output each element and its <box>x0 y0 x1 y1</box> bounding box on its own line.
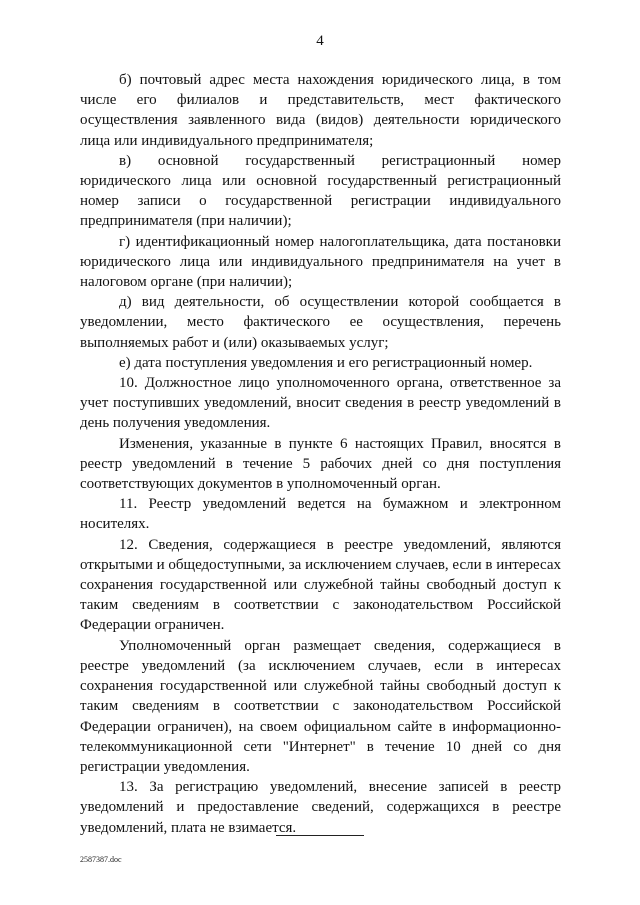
page-number: 4 <box>316 33 324 49</box>
paragraph-g-taxpayer-id: г) идентификационный номер налогоплательщика, дата постановки юридического лица или индивидуального предпринимателя на учет в налоговом органе (при наличии); <box>80 233 561 291</box>
paragraph-12-public-info: 12. Сведения, содержащиеся в реестре уведомлений, являются открытыми и общедоступными, за исключением случаев, если в интересах сохранения государственной или служебной тайны свободный доступ к таким сведениям в соответствии с законодательством Российской Федерации ограничен. <box>80 536 561 634</box>
paragraph-e-receipt-date: е) дата поступления уведомления и его регистрационный номер. <box>119 354 533 371</box>
paragraph-b-postal-address: б) почтовый адрес места нахождения юридического лица, в том числе его филиалов и представительств, мест фактического осуществления заявленного вида (видов) деятельности юридического лица или индивидуального предпринимателя; <box>80 72 561 149</box>
document-body <box>80 70 561 838</box>
paragraph-v-registration-number: в) основной государственный регистрационный номер юридического лица или основной государственный регистрационный номер записи о государственной регистрации индивидуального предпринимателя (при наличии); <box>80 152 561 230</box>
paragraph-10-official: 10. Должностное лицо уполномоченного органа, ответственное за учет поступивших уведомлений, вносит сведения в реестр уведомлений в день получения уведомления. <box>80 375 561 432</box>
paragraph-changes: Изменения, указанные в пункте 6 настоящих Правил, вносятся в реестр уведомлений в течение 5 рабочих дней со дня поступления соответствующих документов в уполномоченный орган. <box>80 435 561 493</box>
paragraph-authorized-body-publishes: Уполномоченный орган размещает сведения, содержащиеся в реестре уведомлений (за исключением случаев, если в интересах сохранения государственной или служебной тайны свободный доступ к таким сведениям в соответствии с законодательством Российской Федерации ограничен), на своем официальном сайте в информационно-телекоммуникационной сети "Интернет" в течение 10 дней со дня регистрации уведомления. <box>80 637 561 775</box>
end-divider <box>276 835 364 836</box>
footer-filename: 2587387.doc <box>80 855 122 864</box>
paragraph-11-registry: 11. Реестр уведомлений ведется на бумажном и электронном носителях. <box>80 496 561 533</box>
paragraph-13-no-fee: 13. За регистрацию уведомлений, внесение записей в реестр уведомлений и предоставление сведений, содержащихся в реестре уведомлений, плата не взимается. <box>80 779 561 836</box>
paragraph-d-activity-type: д) вид деятельности, об осуществлении которой сообщается в уведомлении, место фактического ее осуществления, перечень выполняемых работ и (или) оказываемых услуг; <box>80 294 561 351</box>
